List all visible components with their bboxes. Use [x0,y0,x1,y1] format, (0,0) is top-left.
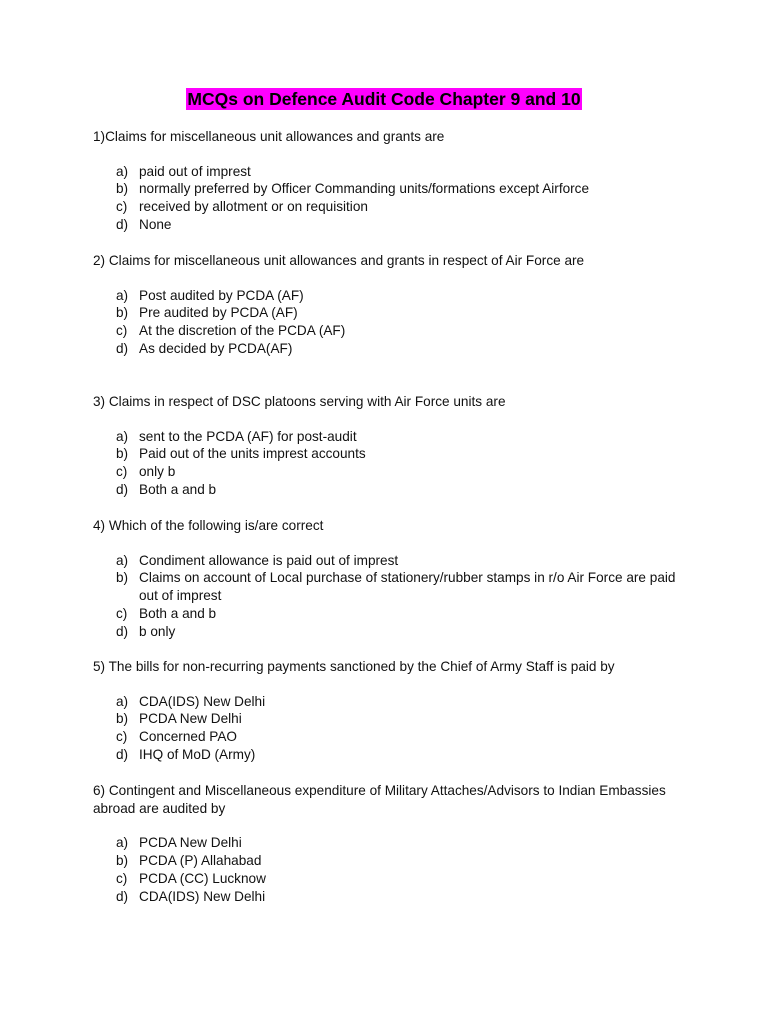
option-item [93,322,693,340]
option-item [93,445,693,463]
question-text: 3) Claims in respect of DSC platoons serving with Air Force units are [93,394,506,409]
option-letter: d) [116,888,129,904]
option-letter: d) [116,340,129,356]
option-text: only b [139,464,176,480]
option-text: Post audited by PCDA (AF) [139,287,304,303]
option-item [93,834,693,852]
option-letter: d) [116,623,129,639]
option-text: As decided by PCDA(AF) [139,340,293,356]
option-text: None [139,216,172,232]
option-letter: b) [116,570,129,586]
option-item [93,552,693,570]
option-list [93,552,693,641]
option-letter: b) [116,305,129,321]
option-letter: a) [116,428,129,444]
question-2 [93,252,693,358]
option-letter: c) [116,199,128,215]
question-5 [93,658,693,764]
question-text: 1)Claims for miscellaneous unit allowances and grants are [93,129,445,144]
option-item [93,304,693,322]
option-item [93,180,693,198]
option-text: b only [139,623,176,639]
option-item [93,216,693,234]
option-letter: d) [116,216,129,232]
option-text: Paid out of the units imprest accounts [139,446,366,462]
option-letter: c) [116,323,128,339]
option-letter: c) [116,605,128,621]
option-letter: b) [116,181,129,197]
question-6 [93,782,693,905]
option-text: At the discretion of the PCDA (AF) [139,323,346,339]
option-list [93,287,693,358]
option-letter: a) [116,693,129,709]
option-list [93,428,693,499]
option-item [93,198,693,216]
page-title: MCQs on Defence Audit Code Chapter 9 and 10 [187,89,581,109]
option-text: Claims on account of Local purchase of stationery/rubber stamps in r/o Air Force are paid out of imprest [139,570,676,604]
option-text: received by allotment or on requisition [139,199,368,215]
option-letter: d) [116,746,129,762]
option-text: Concerned PAO [139,729,237,745]
option-list [93,163,693,234]
option-item [93,481,693,499]
option-item [93,569,693,604]
option-text: CDA(IDS) New Delhi [139,888,266,904]
option-letter: b) [116,711,129,727]
option-item [93,605,693,623]
option-item [93,693,693,711]
option-text: PCDA (CC) Lucknow [139,870,266,886]
question-text: 4) Which of the following is/are correct [93,518,324,533]
option-item [93,888,693,906]
option-letter: c) [116,729,128,745]
option-text: PCDA New Delhi [139,711,242,727]
option-text: PCDA New Delhi [139,835,242,851]
option-item [93,710,693,728]
option-letter: c) [116,870,128,886]
option-list [93,693,693,764]
option-text: normally preferred by Officer Commanding units/formations except Airforce [139,181,590,197]
option-letter: c) [116,464,128,480]
option-text: Both a and b [139,481,217,497]
option-text: Both a and b [139,605,217,621]
option-letter: a) [116,163,129,179]
option-text: sent to the PCDA (AF) for post-audit [139,428,357,444]
option-item [93,852,693,870]
title-container [0,88,768,110]
option-item [93,463,693,481]
option-item [93,870,693,888]
option-item [93,623,693,641]
option-text: PCDA (P) Allahabad [139,853,262,869]
option-letter: a) [116,552,129,568]
option-letter: b) [116,446,129,462]
option-text: IHQ of MoD (Army) [139,746,256,762]
option-text: Pre audited by PCDA (AF) [139,305,298,321]
question-text: 2) Claims for miscellaneous unit allowances and grants in respect of Air Force are [93,253,585,268]
option-item [93,428,693,446]
option-letter: d) [116,481,129,497]
option-list [93,834,693,905]
option-item [93,340,693,358]
question-text: 6) Contingent and Miscellaneous expenditure of Military Attaches/Advisors to Indian Embassies abroad are audited by [93,783,666,816]
option-letter: b) [116,853,129,869]
question-text: 5) The bills for non-recurring payments sanctioned by the Chief of Army Staff is paid by [93,659,615,674]
question-1 [93,128,693,234]
option-item [93,287,693,305]
option-item [93,728,693,746]
option-letter: a) [116,835,129,851]
option-text: CDA(IDS) New Delhi [139,693,266,709]
option-item [93,163,693,181]
option-item [93,746,693,764]
question-4 [93,517,693,640]
question-3 [93,393,693,499]
option-letter: a) [116,287,129,303]
option-text: paid out of imprest [139,163,251,179]
option-text: Condiment allowance is paid out of imprest [139,552,399,568]
